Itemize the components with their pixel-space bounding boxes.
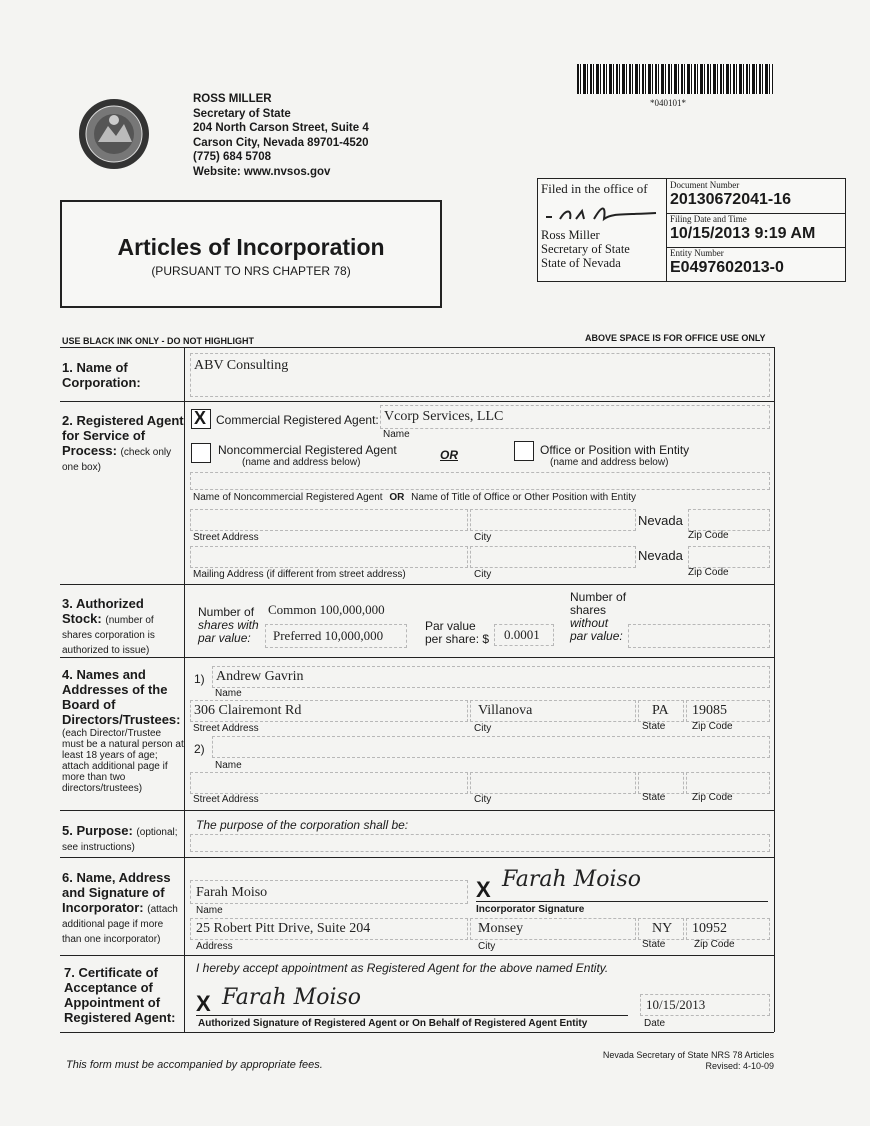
shares-without-par-field[interactable] <box>628 624 770 648</box>
d2-street-caption: Street Address <box>193 794 259 805</box>
street-caption: Street Address <box>193 532 259 543</box>
mailing-city-caption: City <box>474 569 492 580</box>
city-caption: City <box>474 532 492 543</box>
mailing-city-field[interactable] <box>470 546 636 568</box>
director1-number: 1) <box>194 672 205 686</box>
par-value-label <box>425 620 489 646</box>
office-position-label: Office or Position with Entity <box>540 443 690 457</box>
d2-zip-caption: Zip Code <box>692 792 733 803</box>
incorporator-address: 25 Robert Pitt Drive, Suite 204 <box>196 921 371 936</box>
office-position-checkbox[interactable] <box>514 441 534 461</box>
or-divider: OR <box>440 448 458 462</box>
director1-name: Andrew Gavrin <box>216 669 304 684</box>
s2-label <box>62 413 184 473</box>
s6-label-text: 6. Name, Address and Signature of Incorporator: <box>62 870 171 915</box>
office-name: ROSS MILLER <box>193 93 272 105</box>
official-signature <box>542 201 660 230</box>
s3-label-text: 3. Authorized Stock: <box>62 596 144 626</box>
form-revised: Revised: 4-10-09 <box>705 1061 774 1071</box>
entity-number-label: Entity Number <box>670 248 724 258</box>
agent-x-mark: X <box>196 991 211 1016</box>
state-seal-logo <box>78 98 150 170</box>
noncommercial-agent-label: Noncommercial Registered Agent <box>218 443 397 457</box>
filing-date-label: Filing Date and Time <box>670 214 747 224</box>
d2-city-caption: City <box>474 794 492 805</box>
office-info <box>193 92 369 179</box>
director1-street: 306 Clairemont Rd <box>194 703 302 718</box>
ink-note: USE BLACK INK ONLY - DO NOT HIGHLIGHT <box>62 336 255 346</box>
incorporator-name-caption: Name <box>196 905 223 916</box>
commercial-name-caption: Name <box>383 429 410 440</box>
agent-date-caption: Date <box>644 1018 666 1029</box>
filing-box <box>537 178 846 282</box>
purpose-field[interactable] <box>190 834 770 852</box>
office-address2: Carson City, Nevada 89701-4520 <box>193 136 369 149</box>
agent-state-2: Nevada <box>638 548 683 563</box>
name-of-title-label: Name of Title of Office or Other Position with Entity <box>411 492 637 503</box>
d1-state-caption: State <box>642 721 666 732</box>
official-block <box>541 228 630 270</box>
s3-label <box>62 596 184 656</box>
name-of-agent-label: Name of Noncommercial Registered Agent <box>193 492 383 503</box>
num-with-1: Number of <box>198 605 255 619</box>
without-4: par value: <box>570 629 623 643</box>
without-2: shares <box>570 603 607 617</box>
common-shares-value: Common 100,000,000 <box>268 602 385 617</box>
agent-state-1: Nevada <box>638 513 683 528</box>
num-with-3: par value: <box>198 631 251 645</box>
agent-zip-field[interactable] <box>688 509 770 531</box>
barcode-number: *040101* <box>650 98 686 108</box>
mailing-zip-field[interactable] <box>688 546 770 568</box>
shares-with-par-label <box>198 606 259 645</box>
incorporator-name: Farah Moiso <box>196 885 268 900</box>
incorporator-x-mark: X <box>476 877 491 902</box>
s5-label-text: 5. Purpose: <box>62 823 133 838</box>
agent-name-caption <box>193 492 636 503</box>
agent-name-field[interactable] <box>190 472 770 490</box>
filing-date: 10/15/2013 9:19 AM <box>670 225 816 242</box>
par-value: 0.0001 <box>504 627 540 642</box>
agent-sig-caption: Authorized Signature of Registered Agent or On Behalf of Registered Agent Entity <box>198 1018 588 1029</box>
num-with-2: shares with <box>198 618 259 632</box>
director2-name-field[interactable] <box>212 736 770 758</box>
s6-label <box>62 870 184 945</box>
incorporator-sig-caption: Incorporator Signature <box>476 904 585 915</box>
form-id-line: Nevada Secretary of State NRS 78 Articles <box>602 1050 774 1060</box>
mailing-street-field[interactable] <box>190 546 468 568</box>
agent-signature: Farah Moiso <box>222 985 362 1010</box>
office-phone: (775) 684 5708 <box>193 151 272 163</box>
noncommercial-agent-checkbox[interactable] <box>191 443 211 463</box>
d1-city-caption: City <box>474 723 492 734</box>
or-small-label: OR <box>389 492 405 503</box>
incorporator-state-caption: State <box>642 939 666 950</box>
s4-hint: (each Director/Trustee must be a natural person at least 18 years of age; attach additional page if more than two directors/trustees) <box>62 728 184 794</box>
s6-hint: (attach additional page if more than one incorporator) <box>62 904 178 945</box>
s1-label: 1. Name of Corporation: <box>62 360 141 390</box>
director1-state: PA <box>652 703 669 718</box>
preferred-shares-value: Preferred 10,000,000 <box>273 628 384 643</box>
incorporator-state: NY <box>652 921 673 936</box>
par-label-1: Par value <box>425 619 476 633</box>
incorporator-address-caption: Address <box>196 941 233 952</box>
director2-city-field[interactable] <box>470 772 636 794</box>
official-name: Ross Miller <box>541 228 600 242</box>
s5-label <box>62 823 184 853</box>
director2-zip-field[interactable] <box>686 772 770 794</box>
acceptance-text: I hereby accept appointment as Registered Agent for the above named Entity. <box>196 961 609 975</box>
s4-label <box>62 667 184 794</box>
barcode <box>577 64 773 94</box>
agent-city-field[interactable] <box>470 509 636 531</box>
d2-state-caption: State <box>642 792 666 803</box>
s4-label-text: 4. Names and Addresses of the Board of Directors/Trustees: <box>62 667 181 727</box>
entity-number: E0497602013-0 <box>670 259 784 276</box>
purpose-text: The purpose of the corporation shall be: <box>196 818 409 832</box>
office-address1: 204 North Carson Street, Suite 4 <box>193 122 369 134</box>
commercial-agent-checkbox[interactable] <box>191 409 211 429</box>
title-box <box>60 200 442 308</box>
director2-number: 2) <box>194 742 205 756</box>
d1-zip-caption: Zip Code <box>692 721 733 732</box>
incorporator-city-caption: City <box>478 941 496 952</box>
official-title: Secretary of State <box>541 242 630 256</box>
incorporator-city: Monsey <box>478 921 524 936</box>
s5-hint: (optional; see instructions) <box>62 827 178 853</box>
incorporator-signature: Farah Moiso <box>502 867 642 892</box>
agent-date: 10/15/2013 <box>646 997 706 1012</box>
commercial-agent-label: Commercial Registered Agent: <box>216 413 379 427</box>
office-position-sub: (name and address below) <box>550 457 669 468</box>
director1-name-caption: Name <box>215 688 242 699</box>
director2-name-caption: Name <box>215 760 242 771</box>
doc-number-label: Document Number <box>670 180 740 190</box>
mailing-caption: Mailing Address (if different from street address) <box>193 569 406 580</box>
d1-street-caption: Street Address <box>193 723 259 734</box>
without-3: without <box>570 616 609 630</box>
director2-state-field[interactable] <box>638 772 684 794</box>
incorporator-zip: 10952 <box>692 921 727 936</box>
par-label-2: per share: $ <box>425 632 490 646</box>
shares-without-par-label <box>570 591 626 643</box>
office-use-note: ABOVE SPACE IS FOR OFFICE USE ONLY <box>585 333 766 343</box>
commercial-agent-value: Vcorp Services, LLC <box>384 409 504 424</box>
director2-street-field[interactable] <box>190 772 468 794</box>
s2-hint: (check only one box) <box>62 447 172 473</box>
director1-city: Villanova <box>478 703 533 718</box>
mailing-zip-caption: Zip Code <box>688 567 729 578</box>
zip-caption: Zip Code <box>688 530 729 541</box>
s2-label-text: 2. Registered Agent for Service of Process: <box>62 413 184 458</box>
filed-in-label: Filed in the office of <box>541 181 648 196</box>
office-website: Website: www.nvsos.gov <box>193 165 331 178</box>
form-id <box>603 1050 774 1072</box>
doc-number: 20130672041-16 <box>670 191 792 208</box>
office-title: Secretary of State <box>193 107 291 120</box>
noncommercial-agent-sub: (name and address below) <box>242 457 361 468</box>
fees-note: This form must be accompanied by appropriate fees. <box>66 1059 323 1071</box>
incorporator-zip-caption: Zip Code <box>694 939 735 950</box>
form-subtitle: (PURSUANT TO NRS CHAPTER 78) <box>151 264 351 278</box>
agent-street-field[interactable] <box>190 509 468 531</box>
director1-zip: 19085 <box>692 703 727 718</box>
without-1: Number of <box>570 590 627 604</box>
corp-name-value: ABV Consulting <box>194 358 289 373</box>
official-state: State of Nevada <box>541 256 621 270</box>
s3-hint: (number of shares corporation is authorized to issue) <box>62 615 155 656</box>
form-title: Articles of Incorporation <box>117 234 385 260</box>
commercial-check-mark: X <box>194 408 207 428</box>
s7-label: 7. Certificate of Acceptance of Appointment of Registered Agent: <box>64 965 176 1025</box>
